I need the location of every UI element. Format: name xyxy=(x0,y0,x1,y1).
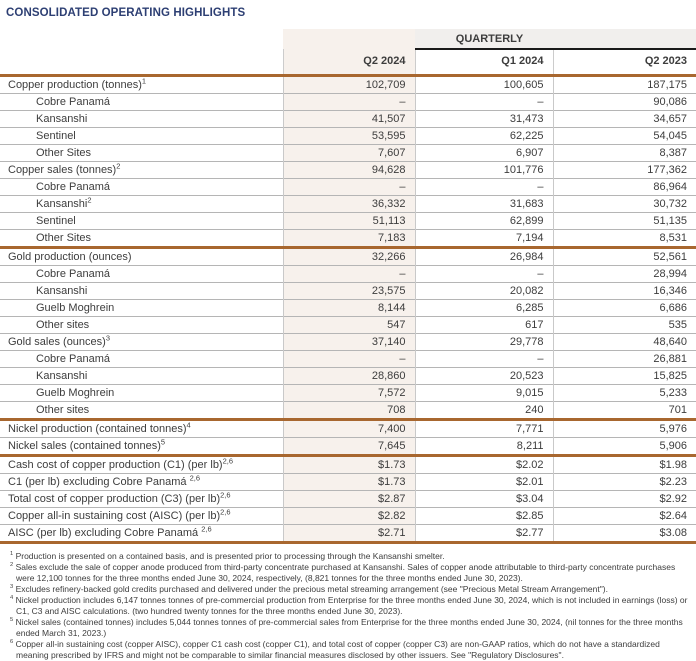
row-label: Kansanshi xyxy=(0,368,283,385)
footnote-marker: 2,6 xyxy=(222,456,233,466)
cell-value: 36,332 xyxy=(283,196,415,213)
row-label: Sentinel xyxy=(0,213,283,230)
table-row xyxy=(0,196,696,213)
footnote-marker: 2,6 xyxy=(220,490,231,500)
cell-value: 23,575 xyxy=(283,283,415,300)
footnote: $^4$ Nickel production includes 6,147 tonnes tonnes of pre-commercial production from Enterprise for the three months ended June 30, 2024, which is not included in earnings (loss) or C1, C3 and AISC calculations. (two hundred twenty tonnes for the three months ended June 30, 2023). xyxy=(10,595,688,616)
header-spacer xyxy=(0,29,283,49)
quarterly-group-header: QUARTERLY xyxy=(283,29,696,49)
cell-value: 547 xyxy=(283,317,415,334)
table-header xyxy=(0,29,696,76)
cell-value: 28,860 xyxy=(283,368,415,385)
cell-value: $2.92 xyxy=(553,491,696,508)
table-row xyxy=(0,508,696,525)
cell-value: 617 xyxy=(415,317,553,334)
cell-value: 52,561 xyxy=(553,248,696,266)
footnote: $^5$ Nickel sales (contained tonnes) includes 5,044 tonnes tonnes of pre-commercial sales from Enterprise for the three months ended June 30, 2024, (nil tonnes for the three months ended March 31, 2023.) xyxy=(10,617,683,638)
cell-value: 31,473 xyxy=(415,111,553,128)
row-label: Copper all-in sustaining cost (AISC) (per lb)$^{2,6}$ xyxy=(0,508,283,525)
cell-value: 51,113 xyxy=(283,213,415,230)
cell-value: 37,140 xyxy=(283,334,415,351)
footnote-marker: 4 xyxy=(186,420,191,430)
table-row xyxy=(0,111,696,128)
cell-value: 535 xyxy=(553,317,696,334)
group-header-row xyxy=(0,29,696,49)
footnote-marker: 3 xyxy=(10,584,14,591)
cell-value: 28,994 xyxy=(553,266,696,283)
table-row xyxy=(0,525,696,543)
footnote-marker: 4 xyxy=(10,595,14,602)
row-label: Cobre Panamá xyxy=(0,179,283,196)
row-label: Kansanshi xyxy=(0,283,283,300)
cell-value: 7,771 xyxy=(415,420,553,438)
cell-value: 100,605 xyxy=(415,76,553,94)
cell-value: 6,907 xyxy=(415,145,553,162)
cell-value: 62,899 xyxy=(415,213,553,230)
table-row xyxy=(0,145,696,162)
cell-value: 29,778 xyxy=(415,334,553,351)
table-row xyxy=(0,266,696,283)
cell-value: 7,194 xyxy=(415,230,553,248)
cell-value: 177,362 xyxy=(553,162,696,179)
table-row xyxy=(0,317,696,334)
cell-value: $2.82 xyxy=(283,508,415,525)
cell-value: 31,683 xyxy=(415,196,553,213)
table-row xyxy=(0,283,696,300)
cell-value: – xyxy=(415,351,553,368)
row-label: Copper production (tonnes)$^1$ xyxy=(0,76,283,94)
cell-value: 8,144 xyxy=(283,300,415,317)
cell-value: 701 xyxy=(553,402,696,420)
row-label: Cash cost of copper production (C1) (per lb)$^{2,6}$ xyxy=(0,456,283,474)
cell-value: – xyxy=(415,179,553,196)
cell-value: $2.64 xyxy=(553,508,696,525)
cell-value: 7,572 xyxy=(283,385,415,402)
footnote-marker: 1 xyxy=(141,76,147,86)
cell-value: 48,640 xyxy=(553,334,696,351)
table-row xyxy=(0,162,696,179)
cell-value: 26,881 xyxy=(553,351,696,368)
cell-value: $3.04 xyxy=(415,491,553,508)
footnote-marker: 1 xyxy=(10,551,14,558)
footnote-marker: 2 xyxy=(10,562,14,569)
cell-value: 15,825 xyxy=(553,368,696,385)
cell-value: 7,400 xyxy=(283,420,415,438)
table-row xyxy=(0,300,696,317)
cell-value: $2.23 xyxy=(553,474,696,491)
footnote-marker: 2 xyxy=(87,195,92,205)
operating-highlights-table xyxy=(0,29,696,544)
table-row xyxy=(0,474,696,491)
cell-value: 9,015 xyxy=(415,385,553,402)
table-row xyxy=(0,128,696,145)
cell-value: 102,709 xyxy=(283,76,415,94)
cell-value: 5,906 xyxy=(553,438,696,456)
row-label: AISC (per lb) excluding Cobre Panamá $^{2,6}$ xyxy=(0,525,283,543)
cell-value: 53,595 xyxy=(283,128,415,145)
footnote-marker: 5 xyxy=(160,437,166,447)
table-row xyxy=(0,456,696,474)
page-title: CONSOLIDATED OPERATING HIGHLIGHTS xyxy=(6,7,246,19)
cell-value: 5,976 xyxy=(553,420,696,438)
cell-value: – xyxy=(283,179,415,196)
cell-value: 90,086 xyxy=(553,94,696,111)
cell-value: $2.01 xyxy=(415,474,553,491)
cell-value: $2.71 xyxy=(283,525,415,543)
table-row xyxy=(0,94,696,111)
row-label: Kansanshi$^2$ xyxy=(0,196,283,213)
cell-value: 20,523 xyxy=(415,368,553,385)
footnote: $^2$ Sales exclude the sale of copper anode produced from third-party concentrate purchased at Kansanshi. Sales of copper anode attributable to third-party concentrate purchases were 12,100 tonnes for the three months ended June 30, 2024, respectively, (8,821 tonnes for the three months ended June 30, 2023). xyxy=(10,562,676,583)
cell-value: 6,285 xyxy=(415,300,553,317)
cell-value: 8,211 xyxy=(415,438,553,456)
row-label: Other Sites xyxy=(0,230,283,248)
table-row xyxy=(0,402,696,420)
table-row xyxy=(0,420,696,438)
footnote-marker: 2,6 xyxy=(201,524,212,534)
cell-value: 7,183 xyxy=(283,230,415,248)
table-row xyxy=(0,385,696,402)
cell-value: 240 xyxy=(415,402,553,420)
cell-value: 94,628 xyxy=(283,162,415,179)
cell-value: 8,531 xyxy=(553,230,696,248)
table-row xyxy=(0,368,696,385)
row-label: Cobre Panamá xyxy=(0,266,283,283)
footnote: $^3$ Excludes refinery-backed gold credits purchased and delivered under the precious metal streaming arrangement (see "Precious Metal Stream Arrangement"). xyxy=(10,584,608,594)
cell-value: 32,266 xyxy=(283,248,415,266)
cell-value: $1.73 xyxy=(283,474,415,491)
cell-value: – xyxy=(283,351,415,368)
cell-value: – xyxy=(283,94,415,111)
cell-value: – xyxy=(415,94,553,111)
footnote-marker: 2 xyxy=(116,161,121,171)
footnote-marker: 2,6 xyxy=(189,473,200,483)
cell-value: 20,082 xyxy=(415,283,553,300)
cell-value: $2.85 xyxy=(415,508,553,525)
footnote: $^6$ Copper all-in sustaining cost (copper AISC), copper C1 cash cost (copper C1), and total cost of copper (copper C3) are non-GAAP ratios, which do not have a standardized meaning prescribed by IFRS and might not be comparable to similar financial measures disclosed by other issuers. See "Regulatory Disclosures". xyxy=(10,639,660,660)
row-label: Other sites xyxy=(0,317,283,334)
table-row xyxy=(0,334,696,351)
cell-value: 86,964 xyxy=(553,179,696,196)
cell-value: 30,732 xyxy=(553,196,696,213)
row-label: Gold sales (ounces)$^3$ xyxy=(0,334,283,351)
cell-value: 41,507 xyxy=(283,111,415,128)
cell-value: 101,776 xyxy=(415,162,553,179)
table-row xyxy=(0,248,696,266)
cell-value: 187,175 xyxy=(553,76,696,94)
column-header-row xyxy=(0,49,696,76)
row-label: Cobre Panamá xyxy=(0,94,283,111)
footnote-marker: 6 xyxy=(10,639,14,646)
cell-value: 62,225 xyxy=(415,128,553,145)
row-label: Kansanshi xyxy=(0,111,283,128)
row-label: C1 (per lb) excluding Cobre Panamá $^{2,6}$ xyxy=(0,474,283,491)
row-label: Gold production (ounces) xyxy=(0,248,283,266)
cell-value: – xyxy=(415,266,553,283)
footnote-marker: 2,6 xyxy=(220,507,231,517)
cell-value: 8,387 xyxy=(553,145,696,162)
cell-value: $1.98 xyxy=(553,456,696,474)
column-header-q2-2023: Q2 2023 xyxy=(553,49,696,76)
cell-value: $2.77 xyxy=(415,525,553,543)
cell-value: $2.87 xyxy=(283,491,415,508)
cell-value: $1.73 xyxy=(283,456,415,474)
row-label: Cobre Panamá xyxy=(0,351,283,368)
cell-value: $3.08 xyxy=(553,525,696,543)
row-label: Sentinel xyxy=(0,128,283,145)
cell-value: 7,607 xyxy=(283,145,415,162)
cell-value: 54,045 xyxy=(553,128,696,145)
cell-value: – xyxy=(283,266,415,283)
row-label: Other Sites xyxy=(0,145,283,162)
row-label: Guelb Moghrein xyxy=(0,300,283,317)
row-label: Nickel production (contained tonnes)$^4$ xyxy=(0,420,283,438)
row-label: Other sites xyxy=(0,402,283,420)
cell-value: 16,346 xyxy=(553,283,696,300)
cell-value: 26,984 xyxy=(415,248,553,266)
row-label: Nickel sales (contained tonnes)$^5$ xyxy=(0,438,283,456)
table-row xyxy=(0,76,696,94)
footnotes xyxy=(5,551,693,661)
table-row xyxy=(0,438,696,456)
header-spacer xyxy=(0,49,283,76)
table-row xyxy=(0,179,696,196)
table-row xyxy=(0,351,696,368)
cell-value: 6,686 xyxy=(553,300,696,317)
row-label: Copper sales (tonnes)$^2$ xyxy=(0,162,283,179)
cell-value: $2.02 xyxy=(415,456,553,474)
cell-value: 708 xyxy=(283,402,415,420)
table-row xyxy=(0,491,696,508)
column-header-q2-2024: Q2 2024 xyxy=(283,49,415,76)
footnote: $^1$ Production is presented on a contained basis, and is presented prior to processing through the Kansanshi smelter. xyxy=(10,551,445,561)
cell-value: 34,657 xyxy=(553,111,696,128)
footnote-marker: 5 xyxy=(10,617,14,624)
cell-value: 5,233 xyxy=(553,385,696,402)
cell-value: 7,645 xyxy=(283,438,415,456)
column-header-q1-2024: Q1 2024 xyxy=(415,49,553,76)
table-body xyxy=(0,76,696,543)
footnote-marker: 3 xyxy=(105,333,110,343)
table-row xyxy=(0,230,696,248)
cell-value: 51,135 xyxy=(553,213,696,230)
row-label: Total cost of copper production (C3) (per lb)$^{2,6}$ xyxy=(0,491,283,508)
row-label: Guelb Moghrein xyxy=(0,385,283,402)
table-row xyxy=(0,213,696,230)
